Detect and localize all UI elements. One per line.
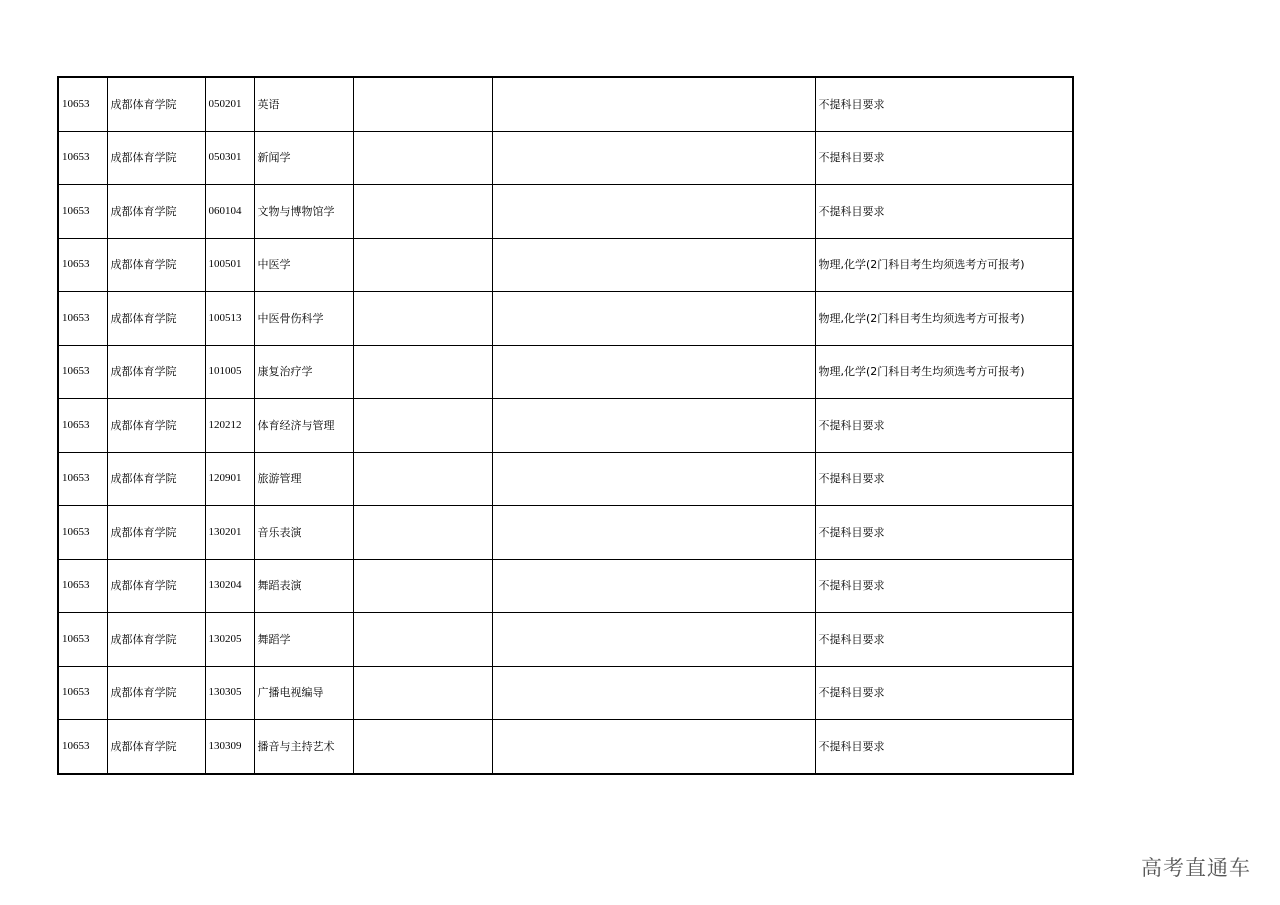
requirement-cell: 物理,化学(2门科目考生均须选考方可报考)	[815, 345, 1073, 399]
empty-cell	[353, 720, 492, 774]
requirement-cell: 不提科目要求	[815, 613, 1073, 667]
watermark-text: 高考直通车	[1141, 856, 1251, 880]
school-code-cell: 10653	[58, 238, 107, 292]
school-code-cell: 10653	[58, 452, 107, 506]
empty-cell	[492, 666, 815, 720]
table-row	[58, 131, 1073, 185]
empty-cell	[492, 131, 815, 185]
major-name-cell: 中医骨伤科学	[254, 292, 353, 346]
requirement-cell: 不提科目要求	[815, 131, 1073, 185]
major-code-cell: 100501	[205, 238, 254, 292]
major-name-cell: 舞蹈表演	[254, 559, 353, 613]
school-name-cell: 成都体育学院	[107, 613, 205, 667]
requirement-cell: 物理,化学(2门科目考生均须选考方可报考)	[815, 292, 1073, 346]
school-name-cell: 成都体育学院	[107, 452, 205, 506]
empty-cell	[492, 613, 815, 667]
major-name-cell: 广播电视编导	[254, 666, 353, 720]
table-row	[58, 292, 1073, 346]
table-row	[58, 238, 1073, 292]
table-row	[58, 613, 1073, 667]
table-row	[58, 77, 1073, 131]
school-code-cell: 10653	[58, 185, 107, 239]
major-name-cell: 旅游管理	[254, 452, 353, 506]
major-name-cell: 播音与主持艺术	[254, 720, 353, 774]
major-code-cell: 101005	[205, 345, 254, 399]
requirement-cell: 不提科目要求	[815, 720, 1073, 774]
empty-cell	[353, 292, 492, 346]
requirement-cell: 不提科目要求	[815, 452, 1073, 506]
table-row	[58, 559, 1073, 613]
empty-cell	[492, 238, 815, 292]
school-name-cell: 成都体育学院	[107, 720, 205, 774]
school-name-cell: 成都体育学院	[107, 559, 205, 613]
table-row	[58, 452, 1073, 506]
empty-cell	[353, 613, 492, 667]
school-code-cell: 10653	[58, 131, 107, 185]
table-row	[58, 666, 1073, 720]
major-code-cell: 100513	[205, 292, 254, 346]
school-code-cell: 10653	[58, 506, 107, 560]
major-name-cell: 康复治疗学	[254, 345, 353, 399]
major-name-cell: 舞蹈学	[254, 613, 353, 667]
major-name-cell: 英语	[254, 77, 353, 131]
table-row	[58, 345, 1073, 399]
school-name-cell: 成都体育学院	[107, 238, 205, 292]
empty-cell	[492, 399, 815, 453]
requirement-cell: 不提科目要求	[815, 399, 1073, 453]
major-code-cell: 130305	[205, 666, 254, 720]
empty-cell	[353, 131, 492, 185]
major-code-cell: 130309	[205, 720, 254, 774]
requirement-cell: 不提科目要求	[815, 506, 1073, 560]
school-name-cell: 成都体育学院	[107, 131, 205, 185]
empty-cell	[492, 559, 815, 613]
school-code-cell: 10653	[58, 720, 107, 774]
requirement-cell: 不提科目要求	[815, 185, 1073, 239]
table-body	[58, 77, 1073, 774]
school-name-cell: 成都体育学院	[107, 506, 205, 560]
major-name-cell: 中医学	[254, 238, 353, 292]
school-code-cell: 10653	[58, 613, 107, 667]
empty-cell	[353, 77, 492, 131]
requirement-cell: 物理,化学(2门科目考生均须选考方可报考)	[815, 238, 1073, 292]
empty-cell	[353, 185, 492, 239]
major-code-cell: 060104	[205, 185, 254, 239]
school-name-cell: 成都体育学院	[107, 399, 205, 453]
empty-cell	[492, 720, 815, 774]
major-code-cell: 130205	[205, 613, 254, 667]
major-code-cell: 050301	[205, 131, 254, 185]
empty-cell	[492, 185, 815, 239]
major-name-cell: 文物与博物馆学	[254, 185, 353, 239]
school-name-cell: 成都体育学院	[107, 185, 205, 239]
requirement-cell: 不提科目要求	[815, 559, 1073, 613]
major-name-cell: 音乐表演	[254, 506, 353, 560]
school-code-cell: 10653	[58, 666, 107, 720]
requirement-cell: 不提科目要求	[815, 666, 1073, 720]
major-code-cell: 120212	[205, 399, 254, 453]
subject-requirement-table	[57, 76, 1074, 775]
school-name-cell: 成都体育学院	[107, 292, 205, 346]
empty-cell	[353, 399, 492, 453]
table-row	[58, 185, 1073, 239]
school-code-cell: 10653	[58, 345, 107, 399]
school-name-cell: 成都体育学院	[107, 345, 205, 399]
empty-cell	[492, 506, 815, 560]
school-code-cell: 10653	[58, 399, 107, 453]
empty-cell	[492, 292, 815, 346]
empty-cell	[353, 452, 492, 506]
table-row	[58, 720, 1073, 774]
major-code-cell: 130204	[205, 559, 254, 613]
empty-cell	[353, 238, 492, 292]
major-code-cell: 130201	[205, 506, 254, 560]
school-code-cell: 10653	[58, 77, 107, 131]
major-code-cell: 120901	[205, 452, 254, 506]
empty-cell	[492, 345, 815, 399]
table-row	[58, 399, 1073, 453]
major-name-cell: 新闻学	[254, 131, 353, 185]
table-row	[58, 506, 1073, 560]
school-code-cell: 10653	[58, 559, 107, 613]
empty-cell	[353, 559, 492, 613]
empty-cell	[353, 506, 492, 560]
empty-cell	[492, 77, 815, 131]
requirement-cell: 不提科目要求	[815, 77, 1073, 131]
empty-cell	[492, 452, 815, 506]
major-name-cell: 体育经济与管理	[254, 399, 353, 453]
school-name-cell: 成都体育学院	[107, 666, 205, 720]
school-name-cell: 成都体育学院	[107, 77, 205, 131]
empty-cell	[353, 345, 492, 399]
school-code-cell: 10653	[58, 292, 107, 346]
major-code-cell: 050201	[205, 77, 254, 131]
empty-cell	[353, 666, 492, 720]
